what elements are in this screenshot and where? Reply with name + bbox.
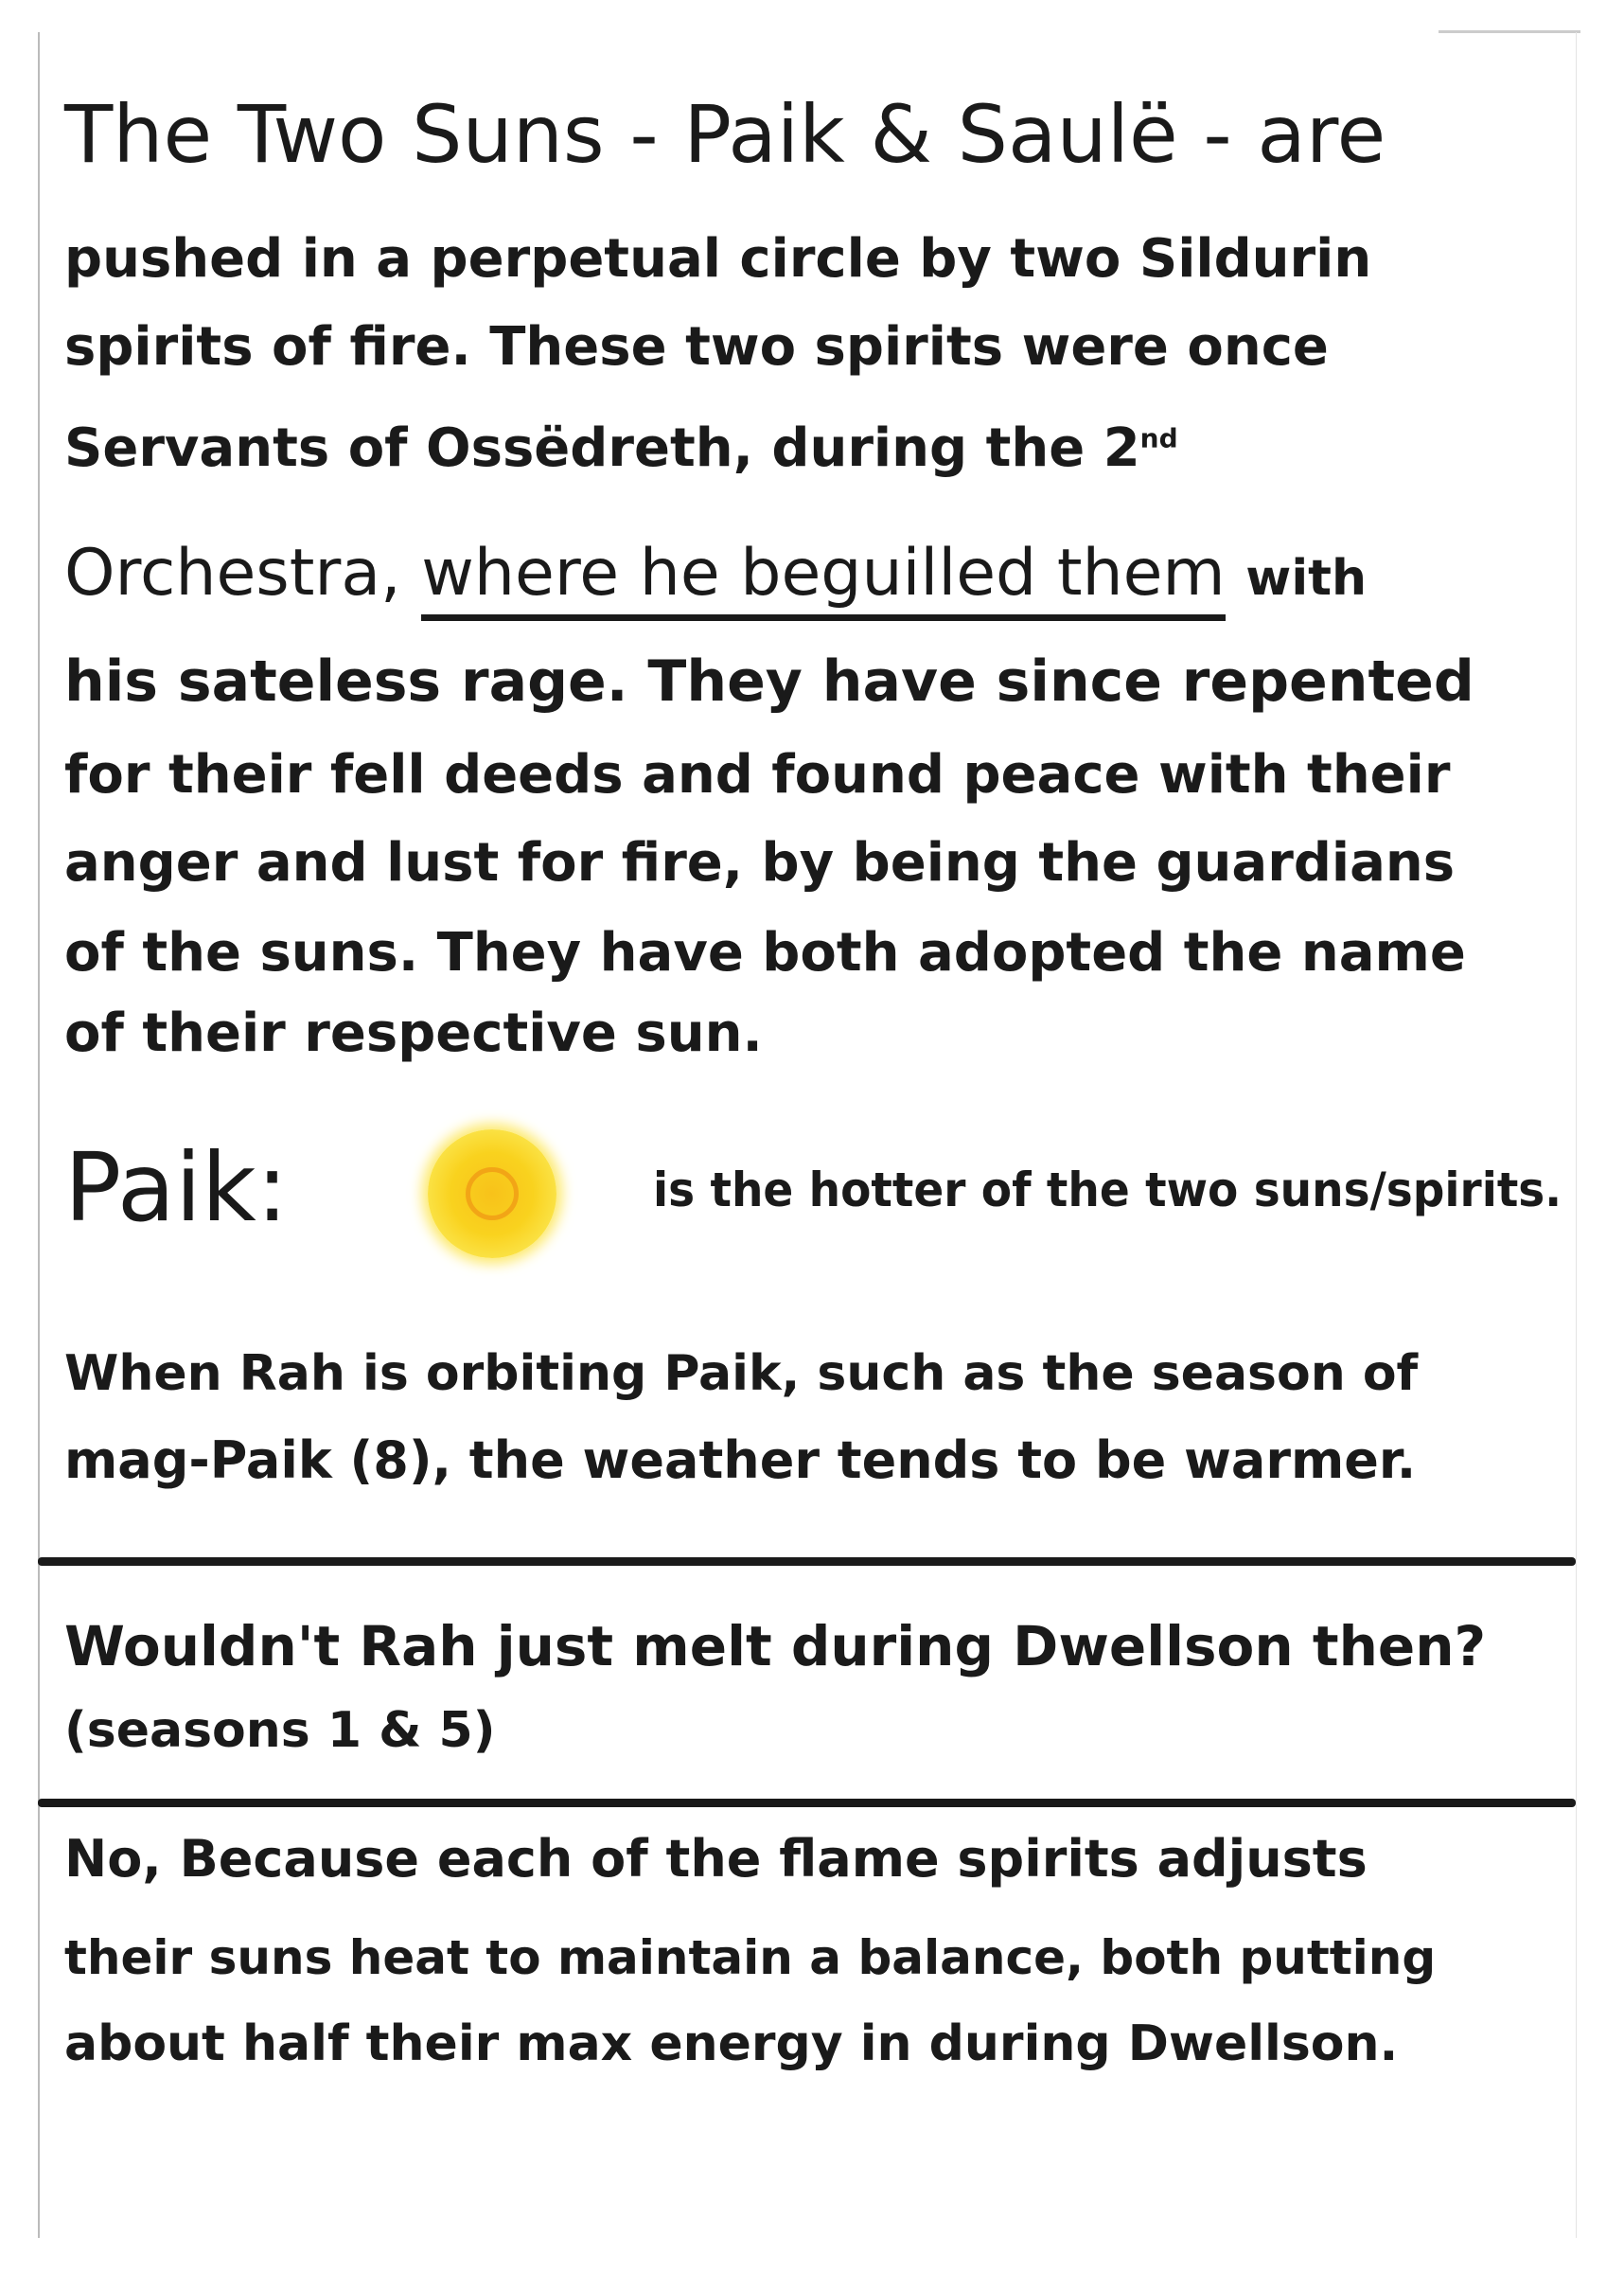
text-line bbox=[64, 536, 1368, 611]
text-line: spirits of fire. These two spirits were once bbox=[64, 316, 1329, 378]
text-line bbox=[64, 417, 1178, 479]
underlined-phrase: where he beguilled them bbox=[421, 536, 1225, 621]
text-segment: Servants of Ossëdreth, during the 2 bbox=[64, 417, 1140, 479]
page-edge-right bbox=[1576, 32, 1577, 2238]
answer-line: No, Because each of the flame spirits adjusts bbox=[64, 1829, 1368, 1889]
text-line: of their respective sun. bbox=[64, 1003, 763, 1064]
text-segment: with bbox=[1245, 550, 1368, 607]
answer-line: their suns heat to maintain a balance, both putting bbox=[64, 1930, 1437, 1985]
answer-line: about half their max energy in during Dwellson. bbox=[64, 2015, 1399, 2072]
paik-heading: Paik: bbox=[64, 1132, 289, 1243]
text-line: for their fell deeds and found peace with their bbox=[64, 744, 1451, 806]
title-line: The Two Suns - Paik & Saulë - are bbox=[64, 88, 1386, 181]
divider bbox=[38, 1799, 1576, 1807]
question-line: Wouldn't Rah just melt during Dwellson then? bbox=[64, 1614, 1487, 1678]
text-segment: Orchestra, bbox=[64, 536, 401, 611]
text-line: mag-Paik (8), the weather tends to be warmer. bbox=[64, 1430, 1417, 1490]
text-line: of the suns. They have both adopted the name bbox=[64, 922, 1466, 984]
sun-icon bbox=[428, 1129, 556, 1258]
text-line: When Rah is orbiting Paik, such as the season of bbox=[64, 1345, 1419, 1402]
superscript: nd bbox=[1139, 422, 1178, 454]
question-line: (seasons 1 & 5) bbox=[64, 1702, 496, 1759]
paik-description: is the hotter of the two suns/spirits. bbox=[653, 1163, 1562, 1217]
text-line: his sateless rage. They have since repented bbox=[64, 648, 1474, 715]
text-line: pushed in a perpetual circle by two Sildurin bbox=[64, 228, 1372, 290]
text-line: anger and lust for fire, by being the guardians bbox=[64, 832, 1456, 894]
page-edge-top bbox=[1439, 30, 1580, 33]
divider bbox=[38, 1557, 1576, 1566]
page-edge-left bbox=[38, 32, 40, 2238]
